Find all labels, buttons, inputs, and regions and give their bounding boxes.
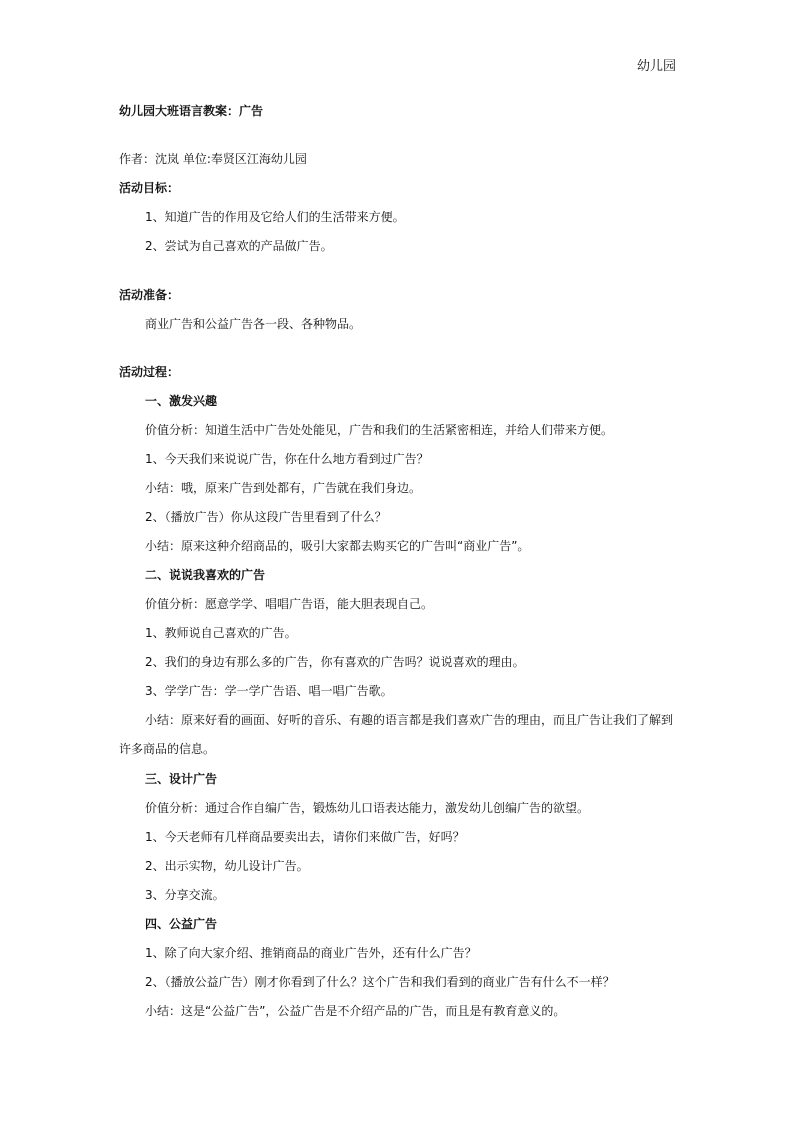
section-line: 价值分析：通过合作自编广告，锻炼幼儿口语表达能力，激发幼儿创编广告的欲望。: [145, 801, 590, 815]
section-line: 1、除了向大家介绍、推销商品的商业广告外，还有什么广告？: [145, 946, 477, 960]
section-line: 小结：原来这种介绍商品的，吸引大家都去购买它的广告叫“商业广告”。: [145, 539, 530, 553]
section-title: 二、说说我喜欢的广告: [145, 568, 266, 582]
section-title: 一、激发兴趣: [145, 394, 218, 408]
section-line: 1、今天老师有几样商品要卖出去，请你们来做广告，好吗？: [145, 830, 465, 844]
section-line: 1、教师说自己喜欢的广告。: [145, 626, 297, 640]
section-line: 小结：这是“公益广告”，公益广告是不介绍产品的广告，而且是有教育意义的。: [145, 1004, 566, 1018]
section-line: 2、我们的身边有那么多的广告，你有喜欢的广告吗？说说喜欢的理由。: [145, 655, 525, 669]
section-line: 3、学学广告：学一学广告语、唱一唱广告歌。: [145, 684, 393, 698]
prep-text: 商业广告和公益广告各一段、各种物品。: [145, 317, 362, 331]
section-title: 四、公益广告: [145, 917, 218, 931]
prep-heading: 活动准备：: [119, 288, 180, 302]
section-line: 小结：原来好看的画面、好听的音乐、有趣的语言都是我们喜欢广告的理由，而且广告让我们了解到: [145, 713, 674, 727]
section-line: 2、（播放广告）你从这段广告里看到了什么？: [145, 510, 387, 524]
goals-heading: 活动目标：: [119, 181, 180, 195]
page-header: 幼儿园: [637, 59, 677, 74]
process-heading: 活动过程：: [119, 365, 180, 379]
section-line: 2、（播放公益广告）刚才你看到了什么？这个广告和我们看到的商业广告有什么不一样？: [145, 975, 615, 989]
section-line: 2、出示实物，幼儿设计广告。: [145, 859, 309, 873]
section-line: 价值分析：愿意学学、唱唱广告语，能大胆表现自己。: [145, 597, 434, 611]
section-line: 3、分享交流。: [145, 888, 225, 902]
section-line: 许多商品的信息。: [119, 742, 216, 756]
section-line: 价值分析：知道生活中广告处处能见，广告和我们的生活紧密相连，并给人们带来方便。: [145, 423, 614, 437]
goal-item: 1、知道广告的作用及它给人们的生活带来方便。: [145, 210, 405, 224]
goal-item: 2、尝试为自己喜欢的产品做广告。: [145, 239, 333, 253]
document-title: 幼儿园大班语言教案：广告: [119, 104, 264, 118]
author-line: 作者：沈岚 单位:奉贤区江海幼儿园: [119, 152, 307, 166]
section-title: 三、设计广告: [145, 772, 218, 786]
section-line: 小结：哦，原来广告到处都有，广告就在我们身边。: [145, 481, 422, 495]
section-line: 1、今天我们来说说广告，你在什么地方看到过广告？: [145, 452, 429, 466]
